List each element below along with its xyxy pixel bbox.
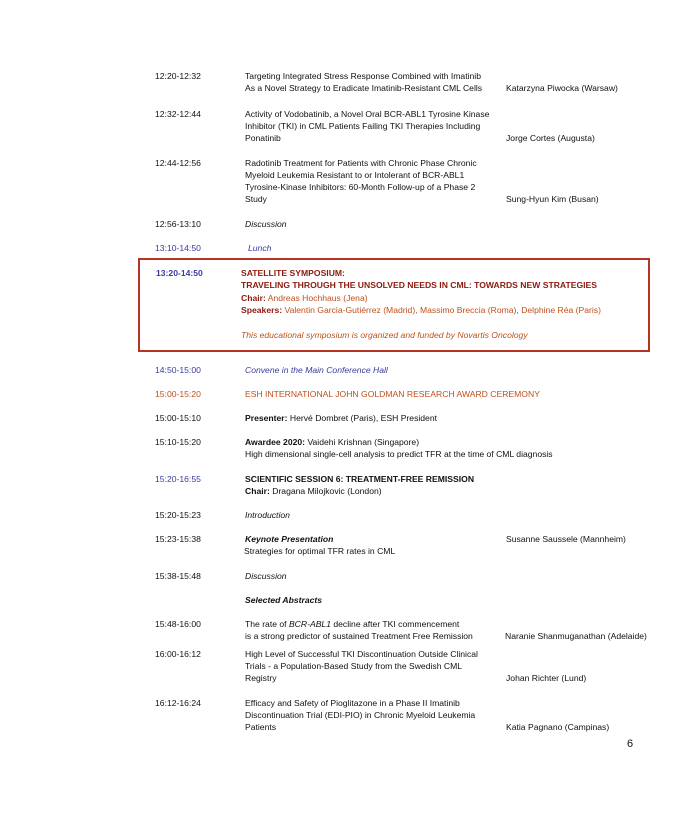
selected-abstracts-heading: Selected Abstracts	[245, 595, 323, 605]
time-slot: 16:00-16:12	[155, 649, 201, 659]
introduction-label: Introduction	[245, 510, 290, 520]
time-slot: 15:48-16:00	[155, 619, 201, 629]
time-slot: 15:00-15:20	[155, 389, 201, 399]
speaker-name: Susanne Saussele (Mannheim)	[506, 534, 626, 544]
speaker-name: Sung-Hyun Kim (Busan)	[506, 194, 599, 204]
time-slot: 12:56-13:10	[155, 219, 201, 229]
discussion-label: Discussion	[245, 571, 287, 581]
time-slot: 12:32-12:44	[155, 109, 201, 119]
discussion-label: Discussion	[245, 219, 287, 229]
talk-title: Activity of Vodobatinib, a Novel Oral BCR-ABL1 Tyrosine Kinase Inhibitor (TKI) in CML Patients Failing TKI Therapies Including Ponatinib	[245, 109, 490, 143]
talk-title: Radotinib Treatment for Patients with Chronic Phase Chronic Myeloid Leukemia Resistant to or Intolerant of BCR-ABL1 Tyrosine-Kinase Inhibitors: 60-Month Follow-up of a Phase 2 Study	[245, 158, 477, 204]
presenter-line: Presenter: Hervé Dombret (Paris), ESH President	[245, 413, 437, 423]
convene-label: Convene in the Main Conference Hall	[245, 365, 388, 375]
time-slot: 14:50-15:00	[155, 365, 201, 375]
satellite-speakers: Speakers: Valentin Garcia-Gutiérrez (Madrid), Massimo Breccia (Roma), Delphine Réa (Paris)	[241, 305, 601, 315]
time-slot: 13:20-14:50	[156, 268, 203, 278]
satellite-note: This educational symposium is organized and funded by Novartis Oncology	[241, 330, 528, 340]
time-slot: 15:20-16:55	[155, 474, 201, 484]
lunch-label: Lunch	[248, 243, 272, 253]
time-slot: 16:12-16:24	[155, 698, 201, 708]
speaker-name: Jorge Cortes (Augusta)	[506, 133, 595, 143]
time-slot: 12:20-12:32	[155, 71, 201, 81]
talk-title: Efficacy and Safety of Pioglitazone in a Phase II Imatinib Discontinuation Trial (EDI-PIO) in Chronic Myeloid Leukemia Patients	[245, 698, 476, 732]
speaker-name: Katia Pagnano (Campinas)	[506, 722, 610, 732]
time-slot: 15:10-15:20	[155, 437, 201, 447]
session-heading: SCIENTIFIC SESSION 6: TREATMENT-FREE REMISSION Chair: Dragana Milojkovic (London)	[245, 474, 475, 496]
satellite-title: SATELLITE SYMPOSIUM: TRAVELING THROUGH THE UNSOLVED NEEDS IN CML: TOWARDS NEW STRATEGIES	[241, 268, 598, 290]
time-slot: 15:38-15:48	[155, 571, 201, 581]
time-slot: 13:10-14:50	[155, 243, 201, 253]
talk-title: Targeting Integrated Stress Response Combined with Imatinib As a Novel Strategy to Eradicate Imatinib-Resistant CML Cells	[245, 71, 483, 93]
award-ceremony-title: ESH INTERNATIONAL JOHN GOLDMAN RESEARCH AWARD CEREMONY	[245, 389, 540, 399]
speaker-name: Naranie Shanmuganathan (Adelaide)	[505, 631, 647, 641]
time-slot: 15:23-15:38	[155, 534, 201, 544]
time-slot: 15:20-15:23	[155, 510, 201, 520]
satellite-chair: Chair: Andreas Hochhaus (Jena)	[241, 293, 368, 303]
speaker-name: Johan Richter (Lund)	[506, 673, 587, 683]
page-number: 6	[627, 738, 634, 750]
talk-title: The rate of BCR-ABL1 decline after TKI commencement is a strong predictor of sustained Treatment Free Remission	[245, 619, 473, 641]
keynote-block: Keynote Presentation Strategies for optimal TFR rates in CML	[244, 534, 396, 556]
awardee-block: Awardee 2020: Vaidehi Krishnan (Singapore) High dimensional single-cell analysis to predict TFR at the time of CML diagnosis	[245, 437, 553, 459]
talk-title: High Level of Successful TKI Discontinuation Outside Clinical Trials - a Population-Based Study from the Swedish CML Registry	[245, 649, 478, 683]
time-slot: 15:00-15:10	[155, 413, 201, 423]
speaker-name: Katarzyna Piwocka (Warsaw)	[506, 83, 618, 93]
time-slot: 12:44-12:56	[155, 158, 201, 168]
